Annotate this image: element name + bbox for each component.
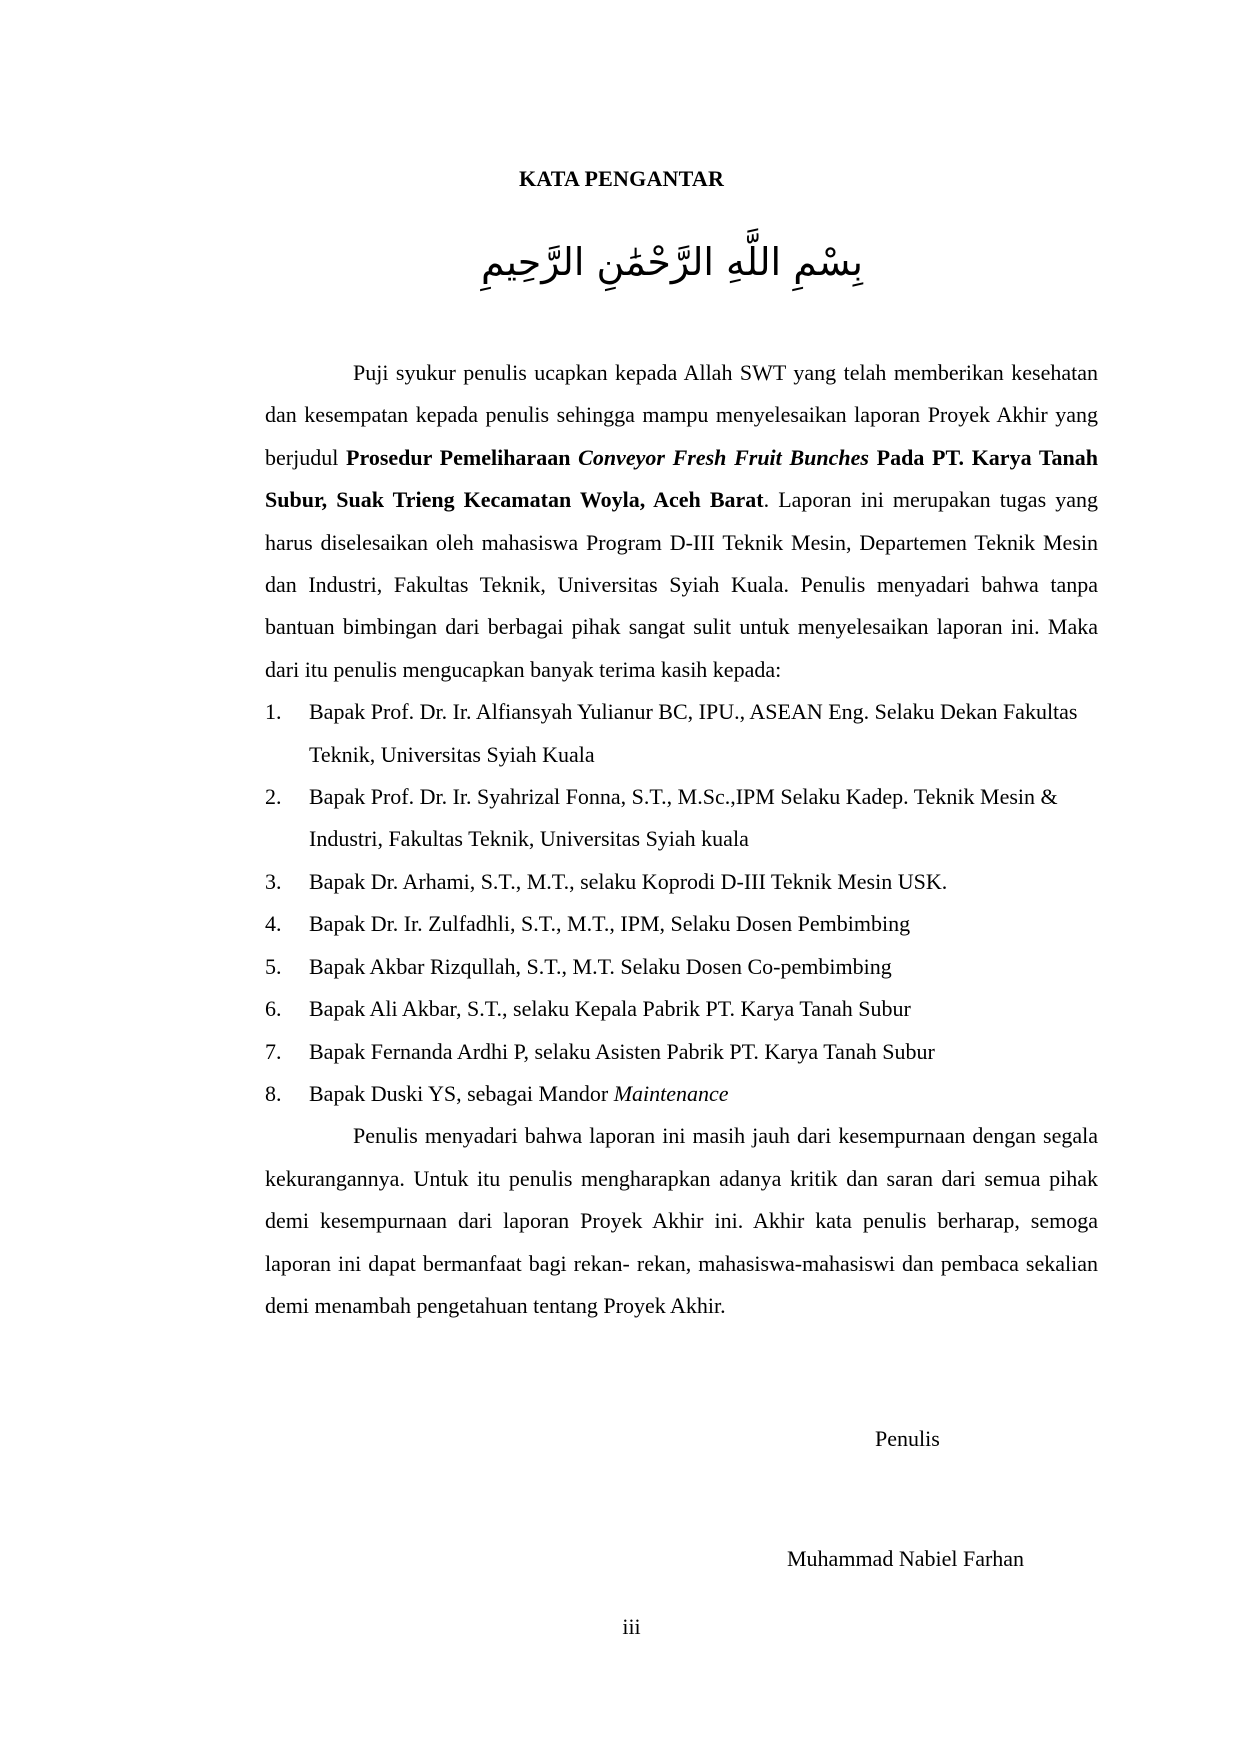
list-item — [265, 1073, 1098, 1115]
closing-paragraph: Penulis menyadari bahwa laporan ini masih jauh dari kesempurnaan dengan segala kekurangannya. Untuk itu penulis mengharapkan adanya kritik dan saran dari semua pihak demi kesempurnaan dari laporan Proyek Akhir ini. Akhir kata penulis berharap, semoga laporan ini dapat bermanfaat bagi rekan- rekan, mahasiswa-mahasiswi dan pembaca sekalian demi menambah pengetahuan tentang Proyek Akhir. — [265, 1123, 1098, 1318]
list-text-italic: Maintenance — [613, 1080, 729, 1106]
list-item — [265, 691, 1098, 776]
intro-text-end: . Laporan ini merupakan tugas yang harus diselesaikan oleh mahasiswa Program D-III Teknik Mesin, Departemen Teknik Mesin dan Industri, Fakultas Teknik, Universitas Syiah Kuala. Penulis menyadari bahwa tanpa bantuan bimbingan dari berbagai pihak sangat sulit untuk menyelesaikan laporan ini. Maka dari itu penulis mengucapkan banyak terima kasih kepada: — [265, 487, 1098, 682]
list-item — [265, 861, 1098, 903]
list-number: 7. — [265, 1038, 282, 1064]
report-title-bold-end: Pada PT. Karya Tanah Subur, Suak Trieng Kecamatan Woyla, Aceh Barat — [265, 444, 1098, 513]
list-number: 1. — [265, 699, 282, 725]
page-number: iii — [622, 1614, 641, 1639]
list-item — [265, 1031, 1098, 1073]
list-text: Bapak Fernanda Ardhi P, selaku Asisten Pabrik PT. Karya Tanah Subur — [309, 1038, 935, 1064]
list-text: Bapak Dr. Ir. Zulfadhli, S.T., M.T., IPM, Selaku Dosen Pembimbing — [309, 911, 911, 937]
intro-text-start: Puji syukur penulis ucapkan kepada Allah SWT yang telah memberikan kesehatan dan kesempatan kepada penulis sehingga mampu menyelesaikan laporan Proyek Akhir yang berjudul — [265, 360, 1098, 470]
list-item — [265, 903, 1098, 945]
list-item — [265, 946, 1098, 988]
list-number: 4. — [265, 911, 282, 937]
basmalah-calligraphy: بِسْمِ اللَّهِ الرَّحْمَٰنِ الرَّحِيمِ — [481, 240, 863, 284]
list-text: Bapak Duski YS, sebagai Mandor — [309, 1080, 614, 1106]
list-item — [265, 776, 1098, 861]
list-number: 6. — [265, 996, 282, 1022]
report-title-bold-italic: Conveyor Fresh Fruit Bunches — [578, 444, 869, 470]
list-number: 5. — [265, 953, 282, 979]
page-title: KATA PENGANTAR — [518, 166, 725, 191]
list-text: Bapak Akbar Rizqullah, S.T., M.T. Selaku Dosen Co-pembimbing — [309, 953, 892, 979]
signoff-role: Penulis — [875, 1426, 940, 1451]
list-text: Bapak Prof. Dr. Ir. Alfiansyah Yulianur BC, IPU., ASEAN Eng. Selaku Dekan Fakultas Teknik, Universitas Syiah Kuala — [309, 699, 1078, 767]
list-item — [265, 988, 1098, 1030]
report-title-bold-start: Prosedur Pemeliharaan — [346, 444, 579, 470]
list-number: 3. — [265, 868, 282, 894]
list-text: Bapak Prof. Dr. Ir. Syahrizal Fonna, S.T., M.Sc.,IPM Selaku Kadep. Teknik Mesin & Industri, Fakultas Teknik, Universitas Syiah kuala — [309, 784, 1058, 852]
list-text: Bapak Ali Akbar, S.T., selaku Kepala Pabrik PT. Karya Tanah Subur — [309, 996, 911, 1022]
list-number: 8. — [265, 1080, 282, 1106]
intro-paragraph — [265, 352, 1098, 691]
document-body — [265, 352, 1098, 1327]
list-text: Bapak Dr. Arhami, S.T., M.T., selaku Koprodi D-III Teknik Mesin USK. — [309, 868, 948, 894]
list-number: 2. — [265, 784, 282, 810]
acknowledgement-list — [265, 691, 1098, 1115]
author-name: Muhammad Nabiel Farhan — [787, 1546, 1025, 1571]
